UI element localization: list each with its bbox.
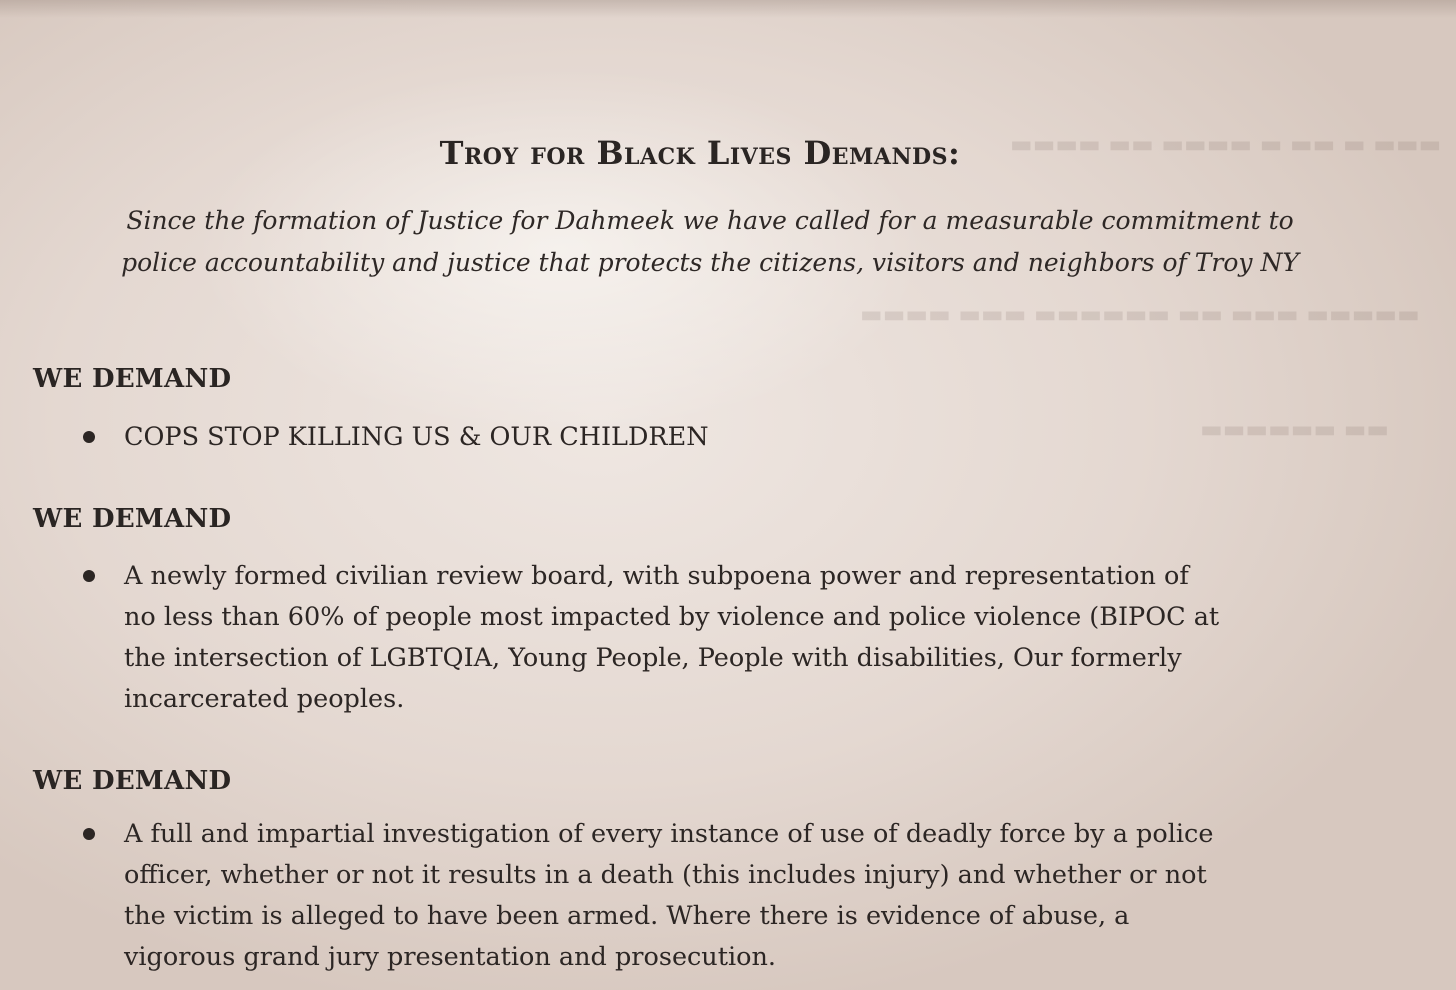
bleed-through-decoration: ▬▬▬▬▬ ▬▬▬ ▬▬ ▬▬▬▬▬▬ ▬▬▬ ▬▬▬▬ [860,300,1420,328]
section-heading: WE DEMAND [33,364,232,394]
subtitle-line: Since the formation of Justice for Dahmeek we have called for a measurable commitment to [126,206,1294,235]
demand-line: incarcerated peoples. [124,684,405,714]
demand-line: A newly formed civilian review board, with subpoena power and representation of [124,561,1189,591]
demand-text [124,814,1379,978]
section-heading: WE DEMAND [33,504,232,534]
demand-text [124,556,1379,720]
document-title: Troy for Black Lives Demands: [439,134,961,172]
bullet-icon [83,570,95,582]
bleed-through-decoration: ▬▬ ▬▬▬▬▬▬ [1200,415,1390,443]
demand-line: officer, whether or not it results in a death (this includes injury) and whether or not [124,860,1207,890]
subtitle-line: police accountability and justice that protects the citizens, visitors and neighbors of Troy NY [121,248,1299,277]
bleed-through-decoration: ▬▬▬ ▬ ▬▬ ▬ ▬▬▬▬ ▬▬ ▬▬▬▬ [1010,130,1442,158]
demand-line: A full and impartial investigation of every instance of use of deadly force by a police [124,819,1214,849]
page-top-shadow [0,0,1456,18]
demand-line: vigorous grand jury presentation and prosecution. [124,942,777,972]
section-heading: WE DEMAND [33,766,232,796]
demand-line: no less than 60% of people most impacted by violence and police violence (BIPOC at [124,602,1220,632]
demand-line: COPS STOP KILLING US & OUR CHILDREN [124,422,709,452]
demand-text [124,417,1379,458]
bullet-icon [83,828,95,840]
demand-line: the intersection of LGBTQIA, Young People, People with disabilities, Our formerly [124,643,1182,673]
demand-line: the victim is alleged to have been armed. Where there is evidence of abuse, a [124,901,1130,931]
bullet-icon [83,431,95,443]
document-subtitle [40,200,1380,284]
